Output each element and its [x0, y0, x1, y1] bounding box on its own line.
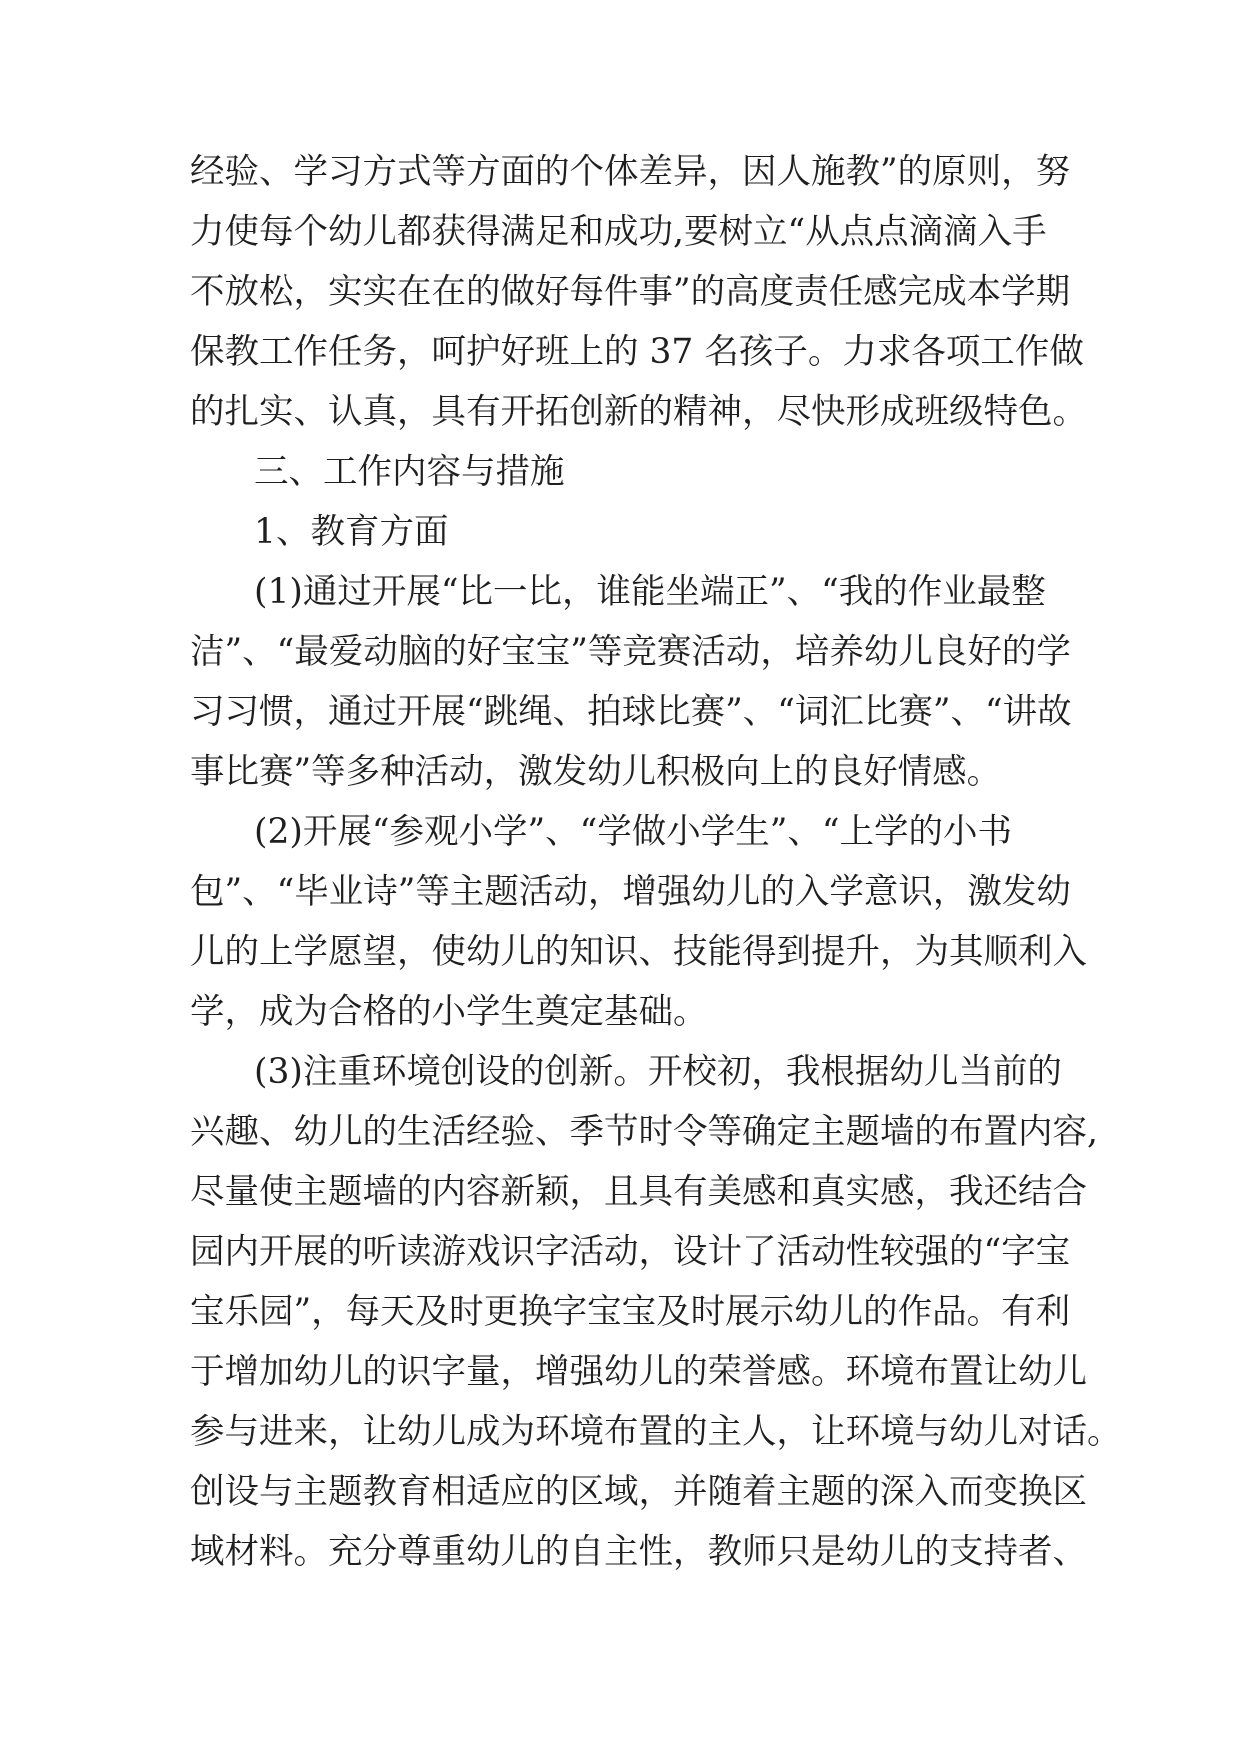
body-text-line: 学，成为合格的小学生奠定基础。	[190, 992, 708, 1032]
body-text-line: 儿的上学愿望，使幼儿的知识、技能得到提升，为其顺利入	[190, 932, 1087, 972]
body-text-line: 园内开展的听读游戏识字活动，设计了活动性较强的“字宝	[190, 1232, 1071, 1272]
body-text-line: 洁”、“最爱动脑的好宝宝”等竞赛活动，培养幼儿良好的学	[190, 632, 1071, 672]
body-text-line: 兴趣、幼儿的生活经验、季节时令等确定主题墙的布置内容,	[190, 1112, 1098, 1152]
body-text-line: 尽量使主题墙的内容新颖，且具有美感和真实感，我还结合	[190, 1172, 1087, 1212]
body-text-line: 域材料。充分尊重幼儿的自主性，教师只是幼儿的支持者、	[190, 1532, 1087, 1572]
body-text-line: 宝乐园”，每天及时更换字宝宝及时展示幼儿的作品。有利	[190, 1292, 1071, 1332]
paragraph-first-line: (1)通过开展“比一比，谁能坐端正”、“我的作业最整	[254, 572, 1046, 612]
body-text-line: 包”、“毕业诗”等主题活动，增强幼儿的入学意识，激发幼	[190, 872, 1071, 912]
body-text-line: 创设与主题教育相适应的区域，并随着主题的深入而变换区	[190, 1472, 1087, 1512]
body-text-line: 的扎实、认真，具有开拓创新的精神，尽快形成班级特色。	[190, 392, 1087, 432]
body-text-line: 保教工作任务，呵护好班上的 37 名孩子。力求各项工作做	[190, 332, 1084, 372]
paragraph-first-line: (2)开展“参观小学”、“学做小学生”、“上学的小书	[254, 812, 1013, 852]
body-text-line: 于增加幼儿的识字量，增强幼儿的荣誉感。环境布置让幼儿	[190, 1352, 1087, 1392]
body-text-line: 力使每个幼儿都获得满足和成功,要树立“从点点滴滴入手	[190, 212, 1047, 252]
body-text-line: 不放松，实实在在的做好每件事”的高度责任感完成本学期	[190, 272, 1071, 312]
body-text-line: 事比赛”等多种活动，激发幼儿积极向上的良好情感。	[190, 752, 1002, 792]
paragraph-first-line: (3)注重环境创设的创新。开校初，我根据幼儿当前的	[254, 1052, 1062, 1092]
section-heading: 三、工作内容与措施	[254, 452, 565, 492]
body-text-line: 经验、学习方式等方面的个体差异，因人施教”的原则，努	[190, 152, 1071, 192]
subsection-heading: 1、教育方面	[254, 512, 449, 552]
body-text-line: 参与进来，让幼儿成为环境布置的主人，让环境与幼儿对话。	[190, 1412, 1122, 1452]
body-text-line: 习习惯，通过开展“跳绳、拍球比赛”、“词汇比赛”、“讲故	[190, 692, 1072, 732]
